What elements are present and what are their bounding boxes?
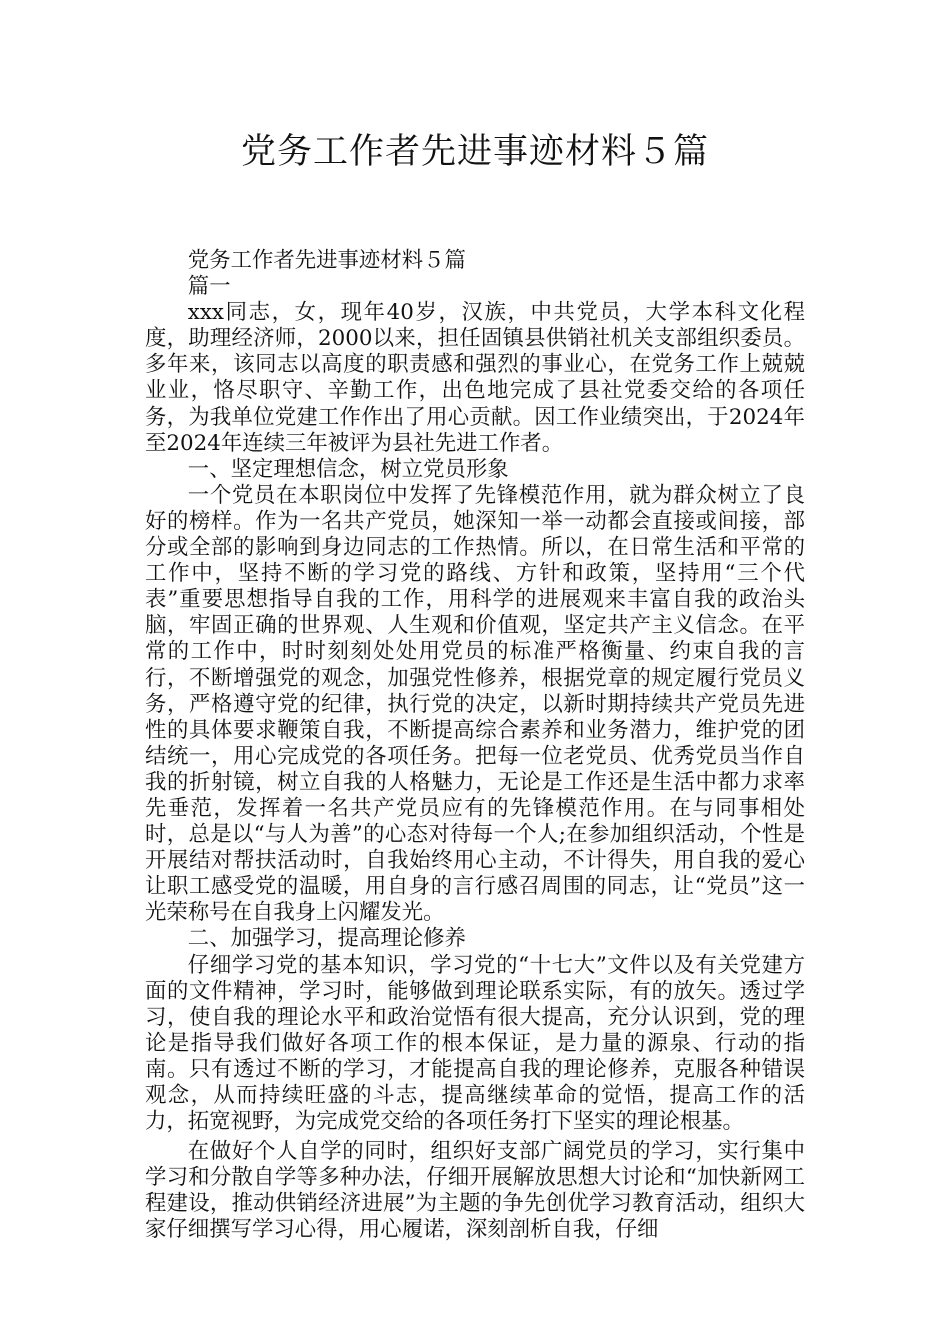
section-heading: 一、坚定理想信念，树立党员形象 xyxy=(187,456,509,482)
section-heading: 二、加强学习，提高理论修养 xyxy=(187,926,466,952)
body-paragraph: 仔细学习党的基本知识，学习党的“十七大”文件以及有关党建方面的文件精神，学习时，能够做到理论联系实际，有的放矢。透过学习，使自我的理论水平和政治觉悟有很大提高，充分认识到，党的理论是指导我们做好各项工作的根本保证，是力量的源泉、行动的指南。只有透过不断的学习，才能提高自我的理论修养，克服各种错误观念，从而持续旺盛的斗志，提高继续革命的觉悟，提高工作的活力，拓宽视野，为完成党交给的各项任务打下坚实的理论根基。 xyxy=(145,952,805,1135)
body-paragraph: 在做好个人自学的同时，组织好支部广阔党员的学习，实行集中学习和分散自学等多种办法，仔细开展解放思想大讨论和“加快新网工程建设，推动供销经济进展”为主题的争先创优学习教育活动，组织大家仔细撰写学习心得，用心履诺，深刻剖析自我，仔细 xyxy=(145,1139,805,1243)
document-title: 党务工作者先进事迹材料５篇 xyxy=(240,132,709,172)
document-body xyxy=(145,248,805,1244)
body-paragraph: xxx同志，女，现年40岁，汉族，中共党员，大学本科文化程度，助理经济师，2000以来，担任固镇县供销社机关支部组织委员。多年来，该同志以高度的职责感和强烈的事业心，在党务工作上兢兢业业，恪尽职守、辛勤工作，出色地完成了县社党委交给的各项任务，为我单位党建工作作出了用心贡献。因工作业绩突出，于2024年至2024年连续三年被评为县社先进工作者。 xyxy=(145,300,805,456)
subtitle-paragraph: 党务工作者先进事迹材料５篇 xyxy=(187,248,466,273)
body-paragraph: 一个党员在本职岗位中发挥了先锋模范作用，就为群众树立了良好的榜样。作为一名共产党员，她深知一举一动都会直接或间接，部分或全部的影响到身边同志的工作热情。所以，在日常生活和平常的工作中，坚持不断的学习党的路线、方针和政策，坚持用“三个代表”重要思想指导自我的工作，用科学的进展观来丰富自我的政治头脑，牢固正确的世界观、人生观和价值观，坚定共产主义信念。在平常的工作中，时时刻刻处处用党员的标准严格衡量、约束自我的言行，不断增强党的观念，加强党性修养，根据党章的规定履行党员义务，严格遵守党的纪律，执行党的决定，以新时期持续共产党员先进性的具体要求鞭策自我，不断提高综合素养和业务潜力，维护党的团结统一，用心完成党的各项任务。把每一位老党员、优秀党员当作自我的折射镜，树立自我的人格魅力，无论是工作还是生活中都力求率先垂范，发挥着一名共产党员应有的先锋模范作用。在与同事相处时，总是以“与人为善”的心态对待每一个人;在参加组织活动，个性是开展结对帮扶活动时，自我始终用心主动，不计得失，用自我的爱心让职工感受党的温暖，用自身的言行感召周围的同志，让“党员”这一光荣称号在自我身上闪耀发光。 xyxy=(145,482,805,926)
section-label: 篇一 xyxy=(187,274,231,300)
